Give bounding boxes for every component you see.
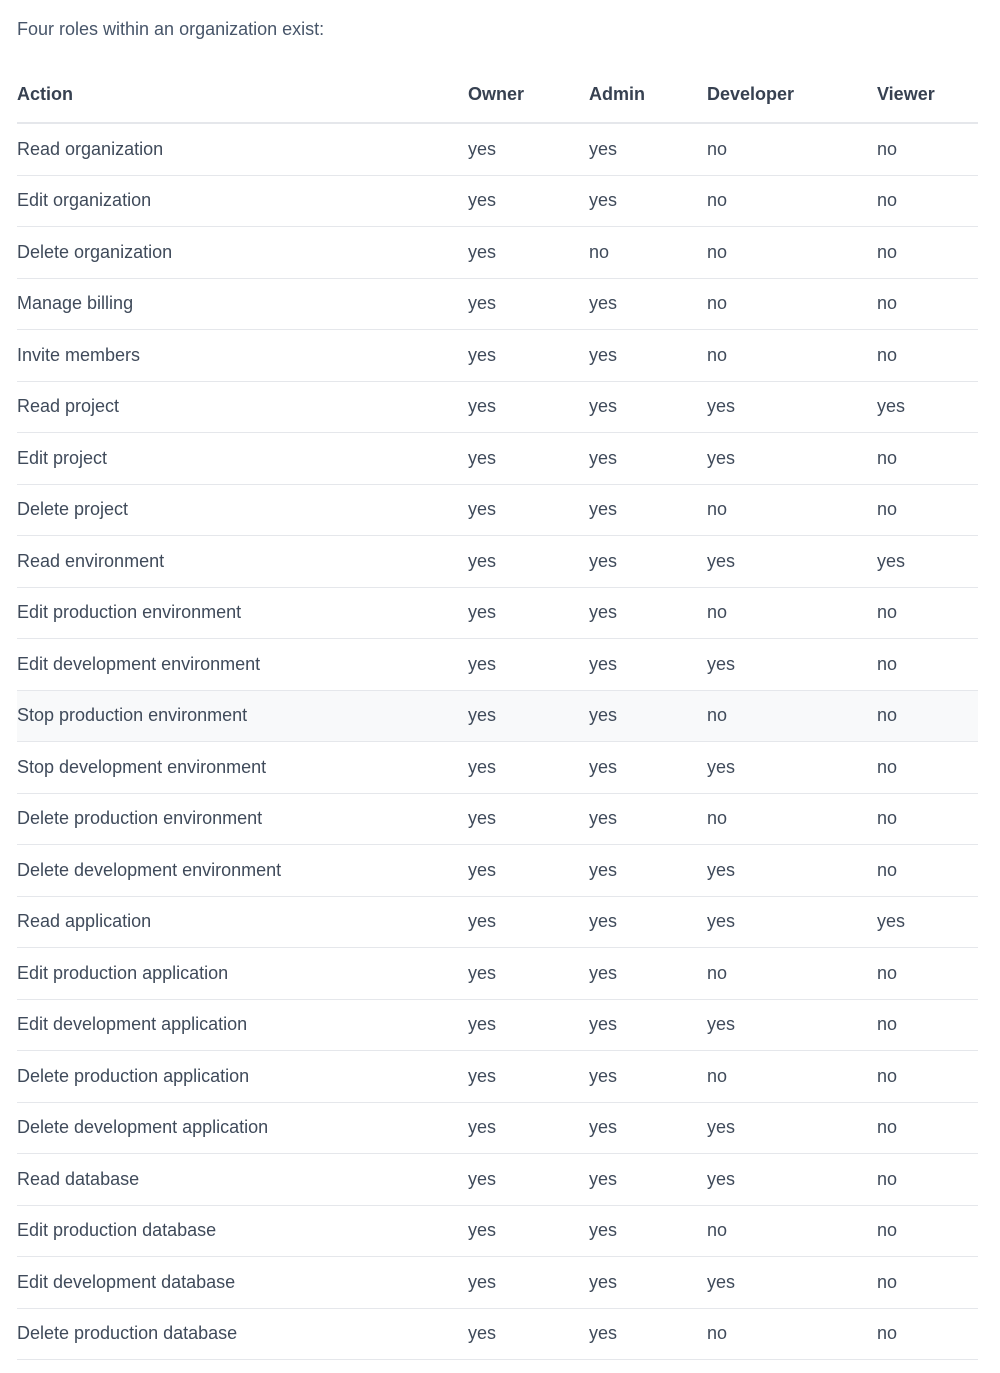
roles-table	[17, 67, 978, 1360]
cell-admin: yes	[589, 793, 707, 845]
cell-developer: no	[707, 690, 877, 742]
table-row	[17, 1205, 978, 1257]
header-viewer: Viewer	[877, 67, 978, 123]
header-developer: Developer	[707, 67, 877, 123]
cell-owner: yes	[468, 484, 589, 536]
cell-owner: yes	[468, 123, 589, 175]
cell-owner: yes	[468, 536, 589, 588]
cell-owner: yes	[468, 1308, 589, 1360]
cell-admin: yes	[589, 1102, 707, 1154]
cell-developer: no	[707, 1308, 877, 1360]
cell-admin: yes	[589, 896, 707, 948]
cell-action: Delete project	[17, 484, 468, 536]
cell-owner: yes	[468, 845, 589, 897]
header-action: Action	[17, 67, 468, 123]
cell-action: Edit development application	[17, 999, 468, 1051]
cell-developer: no	[707, 278, 877, 330]
cell-admin: yes	[589, 639, 707, 691]
table-row	[17, 1051, 978, 1103]
cell-admin: yes	[589, 330, 707, 382]
cell-developer: yes	[707, 536, 877, 588]
cell-developer: no	[707, 175, 877, 227]
cell-admin: yes	[589, 381, 707, 433]
cell-action: Invite members	[17, 330, 468, 382]
cell-viewer: no	[877, 1205, 978, 1257]
cell-viewer: no	[877, 999, 978, 1051]
cell-developer: no	[707, 484, 877, 536]
table-header-row	[17, 67, 978, 123]
cell-action: Delete production database	[17, 1308, 468, 1360]
cell-viewer: no	[877, 1308, 978, 1360]
cell-developer: no	[707, 1205, 877, 1257]
cell-admin: yes	[589, 690, 707, 742]
cell-developer: no	[707, 123, 877, 175]
cell-owner: yes	[468, 1205, 589, 1257]
cell-owner: yes	[468, 587, 589, 639]
cell-viewer: no	[877, 175, 978, 227]
cell-developer: no	[707, 227, 877, 279]
cell-owner: yes	[468, 330, 589, 382]
cell-action: Read application	[17, 896, 468, 948]
cell-action: Read environment	[17, 536, 468, 588]
table-row	[17, 330, 978, 382]
cell-viewer: no	[877, 690, 978, 742]
cell-developer: no	[707, 948, 877, 1000]
cell-developer: yes	[707, 381, 877, 433]
cell-viewer: yes	[877, 536, 978, 588]
table-row	[17, 948, 978, 1000]
cell-developer: yes	[707, 845, 877, 897]
table-row	[17, 999, 978, 1051]
cell-viewer: yes	[877, 896, 978, 948]
cell-owner: yes	[468, 1102, 589, 1154]
cell-developer: no	[707, 587, 877, 639]
cell-developer: no	[707, 793, 877, 845]
cell-owner: yes	[468, 1051, 589, 1103]
table-row	[17, 381, 978, 433]
table-row	[17, 175, 978, 227]
cell-developer: yes	[707, 896, 877, 948]
cell-admin: yes	[589, 587, 707, 639]
cell-action: Read project	[17, 381, 468, 433]
cell-admin: yes	[589, 1154, 707, 1206]
cell-developer: yes	[707, 639, 877, 691]
cell-admin: yes	[589, 433, 707, 485]
cell-admin: yes	[589, 948, 707, 1000]
cell-viewer: no	[877, 227, 978, 279]
cell-developer: yes	[707, 1257, 877, 1309]
cell-developer: yes	[707, 1154, 877, 1206]
cell-viewer: no	[877, 1051, 978, 1103]
cell-admin: yes	[589, 742, 707, 794]
cell-action: Delete development application	[17, 1102, 468, 1154]
cell-viewer: no	[877, 845, 978, 897]
table-row	[17, 1154, 978, 1206]
cell-owner: yes	[468, 1154, 589, 1206]
cell-viewer: no	[877, 1257, 978, 1309]
table-row	[17, 690, 978, 742]
cell-owner: yes	[468, 175, 589, 227]
cell-action: Read organization	[17, 123, 468, 175]
cell-action: Stop development environment	[17, 742, 468, 794]
cell-admin: yes	[589, 999, 707, 1051]
cell-action: Delete organization	[17, 227, 468, 279]
cell-admin: yes	[589, 484, 707, 536]
cell-action: Delete production environment	[17, 793, 468, 845]
table-row	[17, 587, 978, 639]
cell-admin: yes	[589, 845, 707, 897]
cell-action: Edit production environment	[17, 587, 468, 639]
cell-viewer: no	[877, 278, 978, 330]
cell-developer: no	[707, 330, 877, 382]
cell-viewer: no	[877, 433, 978, 485]
cell-admin: yes	[589, 278, 707, 330]
cell-viewer: no	[877, 587, 978, 639]
cell-viewer: yes	[877, 381, 978, 433]
cell-viewer: no	[877, 1102, 978, 1154]
cell-action: Delete production application	[17, 1051, 468, 1103]
intro-text: Four roles within an organization exist:	[17, 19, 325, 39]
cell-admin: yes	[589, 1257, 707, 1309]
cell-viewer: no	[877, 123, 978, 175]
cell-owner: yes	[468, 948, 589, 1000]
cell-viewer: no	[877, 1154, 978, 1206]
table-row	[17, 1308, 978, 1360]
cell-admin: yes	[589, 1051, 707, 1103]
cell-owner: yes	[468, 433, 589, 485]
cell-viewer: no	[877, 793, 978, 845]
cell-action: Edit development environment	[17, 639, 468, 691]
cell-action: Edit project	[17, 433, 468, 485]
cell-viewer: no	[877, 639, 978, 691]
cell-admin: yes	[589, 1308, 707, 1360]
cell-owner: yes	[468, 896, 589, 948]
table-row	[17, 433, 978, 485]
table-row	[17, 845, 978, 897]
cell-developer: yes	[707, 999, 877, 1051]
cell-admin: yes	[589, 536, 707, 588]
header-admin: Admin	[589, 67, 707, 123]
cell-viewer: no	[877, 330, 978, 382]
cell-owner: yes	[468, 999, 589, 1051]
cell-action: Read database	[17, 1154, 468, 1206]
cell-admin: yes	[589, 1205, 707, 1257]
cell-action: Edit organization	[17, 175, 468, 227]
table-row	[17, 1257, 978, 1309]
cell-admin: yes	[589, 175, 707, 227]
cell-viewer: no	[877, 948, 978, 1000]
cell-admin: yes	[589, 123, 707, 175]
cell-developer: no	[707, 1051, 877, 1103]
cell-developer: yes	[707, 742, 877, 794]
cell-owner: yes	[468, 793, 589, 845]
cell-developer: yes	[707, 1102, 877, 1154]
cell-owner: yes	[468, 278, 589, 330]
cell-owner: yes	[468, 381, 589, 433]
table-row	[17, 639, 978, 691]
cell-owner: yes	[468, 1257, 589, 1309]
cell-admin: no	[589, 227, 707, 279]
header-owner: Owner	[468, 67, 589, 123]
cell-owner: yes	[468, 227, 589, 279]
table-row	[17, 1102, 978, 1154]
cell-action: Manage billing	[17, 278, 468, 330]
cell-viewer: no	[877, 742, 978, 794]
table-row	[17, 896, 978, 948]
table-row	[17, 123, 978, 175]
table-row	[17, 227, 978, 279]
cell-owner: yes	[468, 690, 589, 742]
cell-owner: yes	[468, 742, 589, 794]
cell-action: Edit production application	[17, 948, 468, 1000]
cell-action: Delete development environment	[17, 845, 468, 897]
table-row	[17, 278, 978, 330]
cell-viewer: no	[877, 484, 978, 536]
table-body	[17, 123, 978, 1360]
cell-action: Edit production database	[17, 1205, 468, 1257]
table-row	[17, 484, 978, 536]
cell-action: Stop production environment	[17, 690, 468, 742]
cell-owner: yes	[468, 639, 589, 691]
table-row	[17, 742, 978, 794]
table-row	[17, 536, 978, 588]
cell-action: Edit development database	[17, 1257, 468, 1309]
cell-developer: yes	[707, 433, 877, 485]
table-row	[17, 793, 978, 845]
